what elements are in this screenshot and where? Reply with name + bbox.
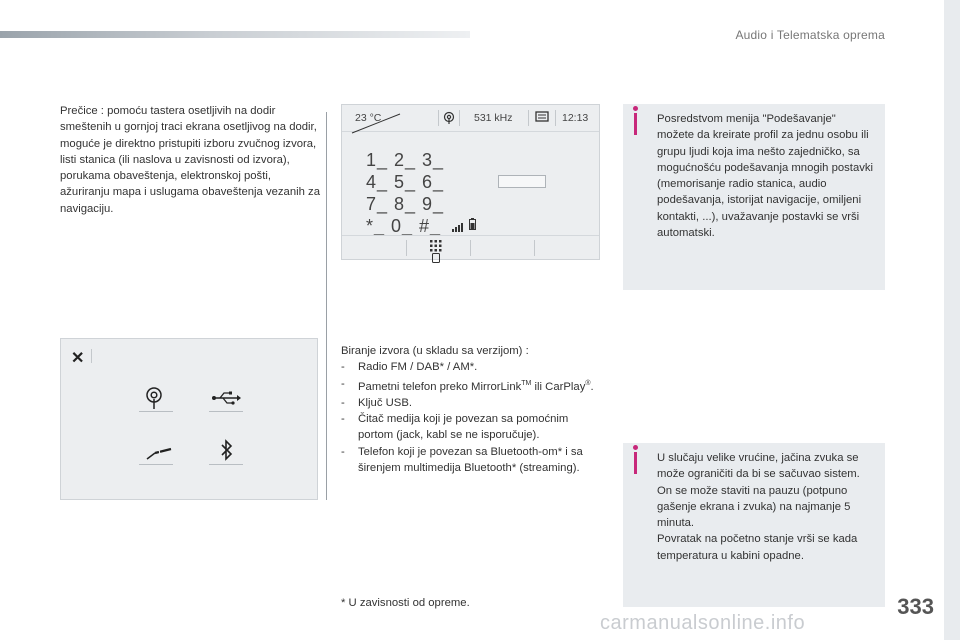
separator (459, 110, 460, 126)
clock-readout: 12:13 (562, 112, 589, 124)
bottom-bar (342, 235, 599, 260)
info-icon-bar (634, 113, 637, 135)
list-item-text: Pametni telefon preko MirrorLink (358, 380, 522, 393)
header-bar (0, 31, 470, 38)
phone-keypad (366, 149, 444, 237)
registered-sup: ® (585, 379, 591, 387)
note-heat-paragraph: U slučaju velike vrućine, jačina zvuka se može ograničiti da bi se sačuvao sistem. On se može staviti na pauzu (potpuno gašenje ekrana i zvuka) na najmanje 5 minuta. (657, 452, 860, 530)
radio-icon[interactable] (442, 111, 456, 130)
page-header-title: Audio i Telematska oprema (735, 28, 885, 42)
close-icon[interactable]: ✕ (71, 350, 85, 367)
page-number: 333 (897, 594, 934, 619)
intro-paragraph: Prečice : pomoću tastera osetljivih na dodir smeštenih u gornjoj traci ekrana osetljivog na dodir, moguće je direktno pristupiti izboru zvučnog izvora, listi stanica (ili naslova u zavisnosti od izvora), porukama obaveštenja, elektronskoj pošti, ažuriranju mapa i uslugama obaveštenja vezanih za navigaciju. (60, 105, 320, 215)
bullet-dash: - (341, 396, 345, 409)
info-icon-bar (634, 452, 637, 474)
pointer-line (342, 105, 402, 135)
messages-icon[interactable] (535, 111, 549, 129)
list-item (341, 376, 603, 395)
frequency-readout: 531 kHz (474, 112, 513, 124)
info-icon (633, 106, 638, 111)
keypad-row[interactable]: 7_ 8_ 9_ (366, 194, 445, 214)
keypad-row[interactable]: 4_ 5_ 6_ (366, 172, 445, 192)
phone-icon[interactable] (432, 250, 440, 268)
jack-icon[interactable] (145, 445, 173, 466)
note-heat-text (657, 450, 875, 564)
source-list (341, 343, 603, 476)
list-item (341, 444, 603, 477)
separator (438, 110, 439, 126)
separator (139, 464, 173, 465)
bullet-dash: - (341, 361, 345, 374)
watermark: carmanualsonline.info (600, 612, 806, 634)
temperature-readout: 23 °C (355, 112, 382, 124)
list-item (341, 411, 603, 444)
separator (534, 240, 535, 256)
bullet-dash: - (341, 445, 345, 458)
bullet-dash: - (341, 412, 345, 425)
note-heat-paragraph: Povratak na početno stanje vrši se kada temperatura u kabini opadne. (657, 533, 858, 562)
list-item (341, 359, 603, 375)
list-item-text: Telefon koji je povezan sa Bluetooth-om* i sa širenjem multimedija Bluetooth* (streaming). (358, 445, 583, 474)
separator (528, 110, 529, 126)
note-settings-text: Posredstvom menija "Podešavanje" možete da kreirate profil za jednu osobu ili grupu ljudi koja ima nešto zajedničko, sa mogućnošću podešavanja mnogih postavki (memorisanje radio stanica, audio podešavanja, istorijat navigacije, omiljeni kontakti, ...), uvažavanje postavki se vrši automatski. (657, 113, 874, 240)
bluetooth-icon[interactable] (221, 439, 233, 466)
info-icon (633, 445, 638, 450)
number-entry-field[interactable] (498, 175, 546, 188)
list-item-text: . (590, 380, 594, 393)
list-item-text: Ključ USB. (358, 396, 412, 409)
separator (209, 411, 243, 412)
separator (139, 411, 173, 412)
keypad-row[interactable]: *_ 0_ #_ (366, 216, 442, 236)
phone-screen-illustration (341, 104, 600, 260)
usb-icon[interactable] (211, 391, 241, 410)
list-item-text: Radio FM / DAB* / AM*. (358, 361, 478, 374)
list-item-text: Čitač medija koji je povezan sa pomoćnim portom (jack, kabl se ne isporučuje). (358, 412, 569, 442)
info-note-heat (623, 443, 885, 607)
column-divider (326, 112, 327, 500)
separator (470, 240, 471, 256)
footnote: * U zavisnosti od opreme. (341, 597, 470, 609)
list-item (341, 395, 603, 411)
battery-icon (469, 217, 476, 235)
source-list-intro: Biranje izvora (u skladu sa verzijom) : (341, 345, 529, 357)
source-selection-screen (60, 338, 318, 500)
bullet-dash: - (341, 377, 345, 390)
separator (406, 240, 407, 256)
trademark-sup: TM (521, 379, 532, 387)
page-edge-strip (944, 0, 960, 640)
separator (555, 110, 556, 126)
info-note-settings (623, 104, 885, 290)
separator (209, 464, 243, 465)
keypad-row[interactable]: 1_ 2_ 3_ (366, 150, 445, 170)
separator (91, 349, 92, 363)
list-item-text: ili CarPlay (531, 380, 586, 393)
